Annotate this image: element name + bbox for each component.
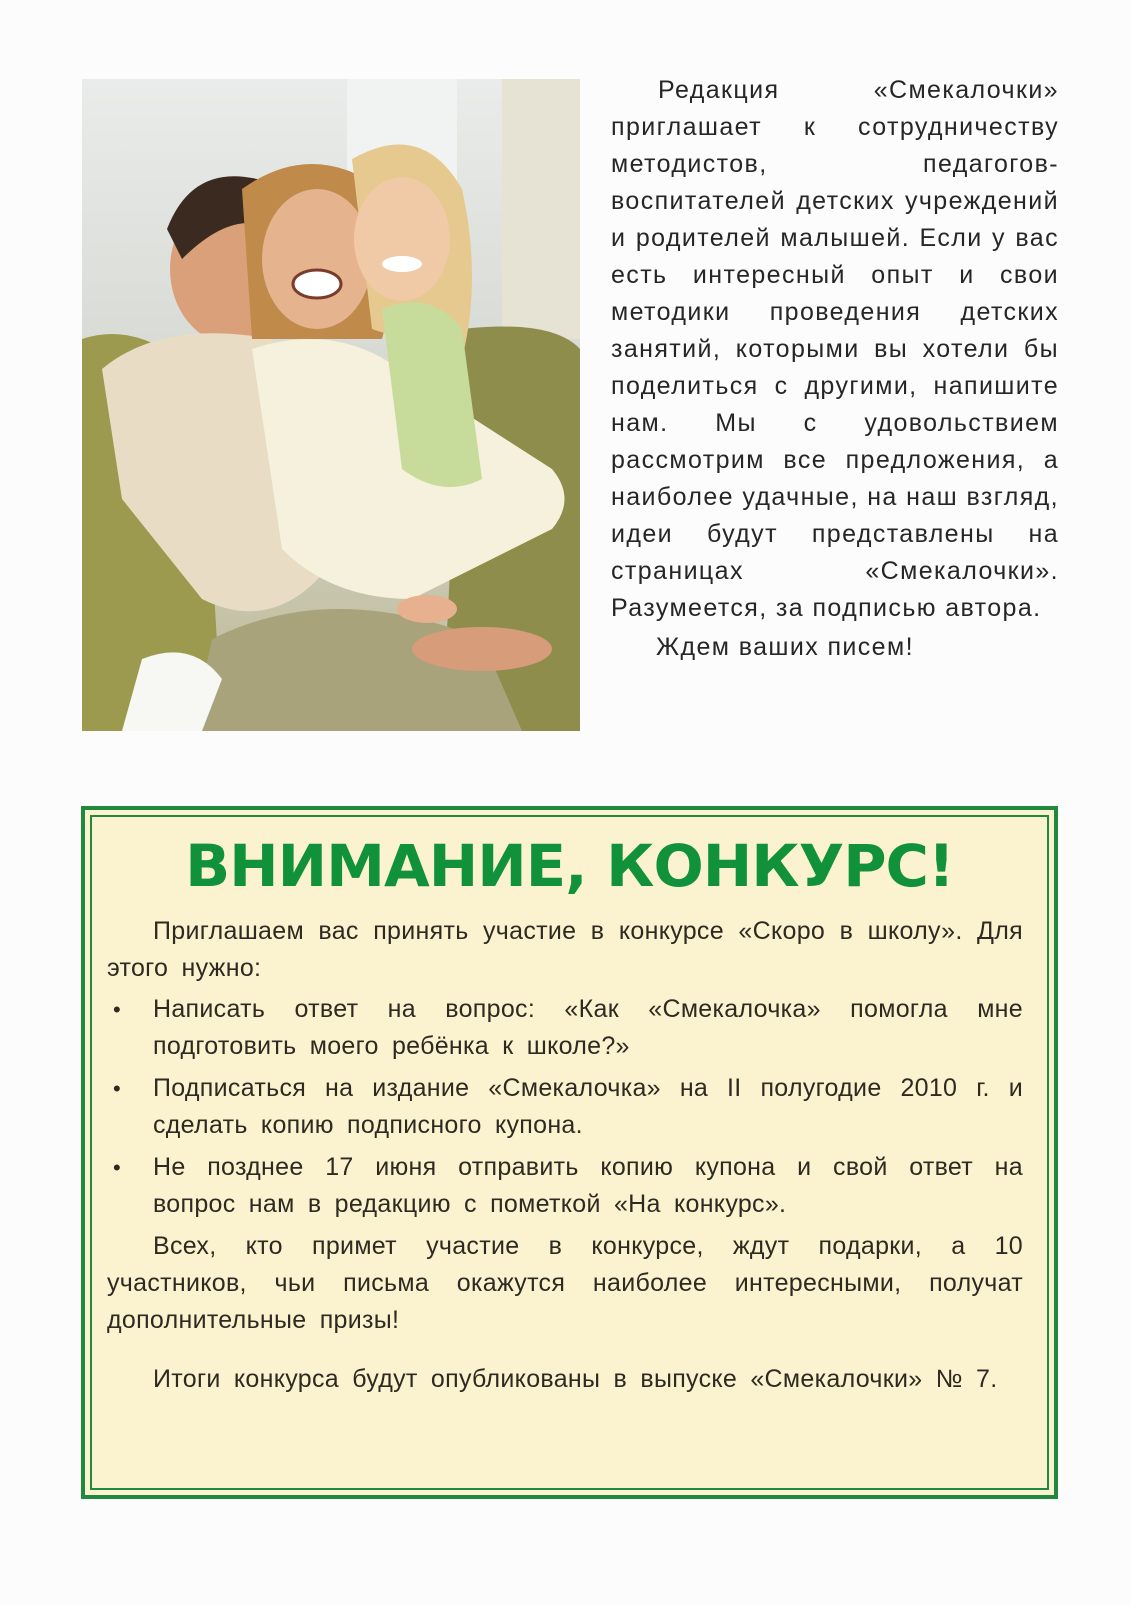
invitation-paragraph: Редакция «Смекалочки» приглашает к сотрудничеству методистов, педагогов-воспитателей детских учреждений и родителей малышей. Если у вас есть интересный опыт и свои методики проведения детских занятий, которыми вы хотели бы поделиться с другими, напишите нам. Мы с удовольствием рассмотрим все предложения, а наиболее удачные, на наш взгляд, идеи будут представлены на страницах «Смекалочки». Разумеется, за подписью автора. [611,76,1059,622]
contest-step [107,1149,1023,1223]
family-photo-illustration [82,79,580,731]
family-photo [82,79,580,731]
contest-body [107,913,1023,1398]
bullet-icon: • [113,1076,122,1101]
contest-step-text: Подписаться на издание «Смекалочка» на II полугодие 2010 г. и сделать копию подписного купона. [153,1074,1023,1139]
editorial-invitation [611,72,1059,666]
contest-results: Итоги конкурса будут опубликованы в выпуске «Смекалочки» № 7. [153,1365,998,1393]
bullet-icon: • [113,997,122,1022]
contest-step [107,1070,1023,1144]
contest-step-text: Не позднее 17 июня отправить копию купона и свой ответ на вопрос нам в редакцию с пометкой «На конкурс». [153,1153,1023,1218]
contest-steps-list [107,991,1023,1223]
contest-title: ВНИМАНИЕ, КОНКУРС! [185,832,954,900]
contest-intro: Приглашаем вас принять участие в конкурсе «Скоро в школу». Для этого нужно: [107,917,1023,982]
contest-announcement-box [81,806,1058,1499]
contest-step [107,991,1023,1065]
invitation-closing: Ждем ваших писем! [656,633,914,661]
contest-step-text: Написать ответ на вопрос: «Как «Смекалочка» помогла мне подготовить моего ребёнка к школе?» [153,995,1023,1060]
bullet-icon: • [113,1155,122,1180]
contest-prizes: Всех, кто примет участие в конкурсе, ждут подарки, а 10 участников, чьи письма окажутся наиболее интересными, получат дополнительные призы! [107,1232,1023,1334]
